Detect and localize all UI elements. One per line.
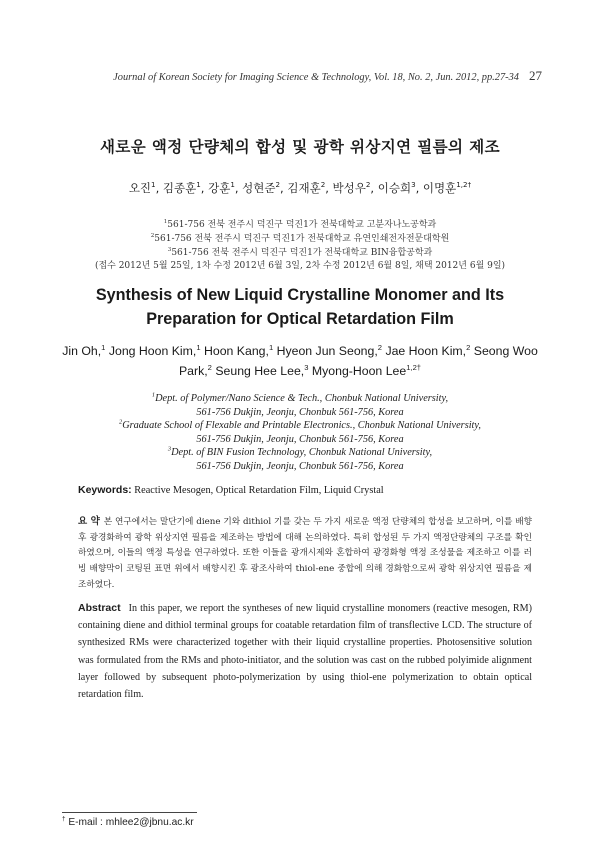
journal-citation: Journal of Korean Society for Imaging Science & Technology, Vol. 18, No. 2, Jun. 2012, pp.27-34: [113, 72, 519, 83]
korean-author: 김종훈$^1$: [162, 180, 201, 195]
english-affiliation: $^2$Graduate School of Flexable and Printable Electronics., Chonbuk National University,: [119, 418, 481, 432]
korean-affiliation: $^2$561-756 전북 전주시 덕진구 덕진1가 전북대학교 유연인쇄전자전문대학원: [150, 233, 450, 244]
footnote-mark: †: [62, 815, 66, 823]
english-title: Synthesis of New Liquid Crystalline Monomer and Its Preparation for Optical Retardation Film: [95, 286, 505, 328]
english-abstract: [78, 600, 532, 703]
contact-email: E-mail : mhlee2@jbnu.ac.kr: [68, 817, 194, 828]
footnote: [62, 817, 194, 828]
korean-abstract: [78, 514, 532, 594]
english-author: Hoon Kang,$^1$: [203, 342, 274, 358]
english-affiliation: $^1$Dept. of Polymer/Nano Science & Tech., Chonbuk National University,: [151, 391, 449, 404]
keywords-text: Reactive Mesogen, Optical Retardation Film, Liquid Crystal: [134, 485, 384, 496]
english-author: Myong-Hoon Lee$^{1,2\dagger}$: [311, 362, 422, 378]
korean-affiliation: $^1$561-756 전북 전주시 덕진구 덕진1가 전북대학교 고분자나노공학과: [163, 219, 437, 230]
korean-abstract-text: 본 연구에서는 말단기에 diene 기와 dithiol 기를 갖는 두 가지 새로운 액정 단량체의 합성을 보고하며, 이를 배향 후 광경화하여 광학 위상지연 필름을 제조하는 방법에 대해 논의하였다. 특히 합성된 두 가지 액정단량체의 구조를 확인하였으며, 이들의 액정 특성을 연구하였다. 또한 이들을 광개시제와 혼합하여 광경화형 액정 조성물을 제조하고 이를 러빙 배향막이 코팅된 표면 위에서 배향시킨 후 광조사하여 thiol-ene 중합에 의해 경화함으로써 광학 위상지연 필름을 제조하였다.: [78, 517, 532, 590]
korean-author: 이명훈$^{1,2\dagger}$: [422, 180, 472, 195]
english-author: Seung Hee Lee,$^3$: [215, 362, 309, 378]
korean-author: 성현준$^2$: [242, 180, 281, 195]
korean-author: 강훈$^1$: [208, 180, 235, 195]
english-author: Seong Woo Park,$^2$: [178, 344, 538, 378]
english-author: Jong Hoon Kim,$^1$: [108, 342, 201, 358]
english-author: Jae Hoon Kim,$^2$: [385, 342, 471, 358]
korean-author: 박성우$^2$: [332, 180, 371, 195]
running-header: [40, 68, 542, 84]
received-dates: (접수 2012년 5월 25일, 1차 수정 2012년 6월 3일, 2차 수정 2012년 6월 8일, 채택 2012년 6월 9일): [94, 261, 506, 271]
korean-author: 이승희$^3$: [377, 180, 416, 195]
english-author: Jin Oh,$^1$: [62, 342, 106, 358]
keywords: [78, 484, 538, 496]
abstract-label: Abstract: [78, 602, 121, 614]
footnote-divider: [62, 812, 197, 813]
korean-abstract-label: 요 약: [78, 516, 100, 527]
korean-affiliation: $^3$561-756 전북 전주시 덕진구 덕진1가 전북대학교 BIN융합공학과: [167, 247, 433, 258]
page-number: 27: [529, 68, 542, 83]
english-affiliation: $^3$Dept. of BIN Fusion Technology, Chonbuk National University,: [167, 445, 433, 459]
korean-author: 오진$^1$: [128, 180, 156, 195]
english-author: Hyeon Jun Seong,$^2$: [276, 342, 383, 358]
keywords-label: Keywords:: [78, 484, 132, 496]
english-affiliations: $^1$Dept. of Polymer/Nano Science & Tech., Chonbuk National University, 561-756 Dukjin, Jeonju, Chonbuk 561-756, Korea $^2$Graduate School of Flexable and Printable Electronics., Chonbuk National University, 561-756 Dukjin, Jeonju, Chonbuk 561-756, Korea $^3$Dept. of BIN Fusion Technology, Chonbuk National University, 561-756 Dukjin, Jeonju, Chonbuk 561-756, Korea: [0, 392, 600, 474]
korean-title: 새로운 액정 단량체의 합성 및 광학 위상지연 필름의 제조: [100, 138, 500, 156]
korean-author-list: 오진$^1$, 김종훈$^1$, 강훈$^1$, 성현준$^2$, 김재훈$^2$, 박성우$^2$, 이승희$^3$, 이명훈$^{1,2\dagger}$: [128, 180, 472, 195]
korean-author: 김재훈$^2$: [287, 180, 326, 195]
english-author-list: [60, 341, 540, 381]
abstract-text: In this paper, we report the syntheses of new liquid crystalline monomers (reactive mesogen, RM) containing diene and dithiol terminal groups for coatable retardation film of transflective LCD. The structure of synthesized RMs were characterized together with their liquid crystalline properties. Photosensitive solution was formulated from the RMs and photo-initiator, and the solution was cast on the rubbed polyimide alignment layer followed by subsequent photo-polymerization by using thiol-ene polymerization to obtain optical retardation film.: [78, 603, 532, 701]
